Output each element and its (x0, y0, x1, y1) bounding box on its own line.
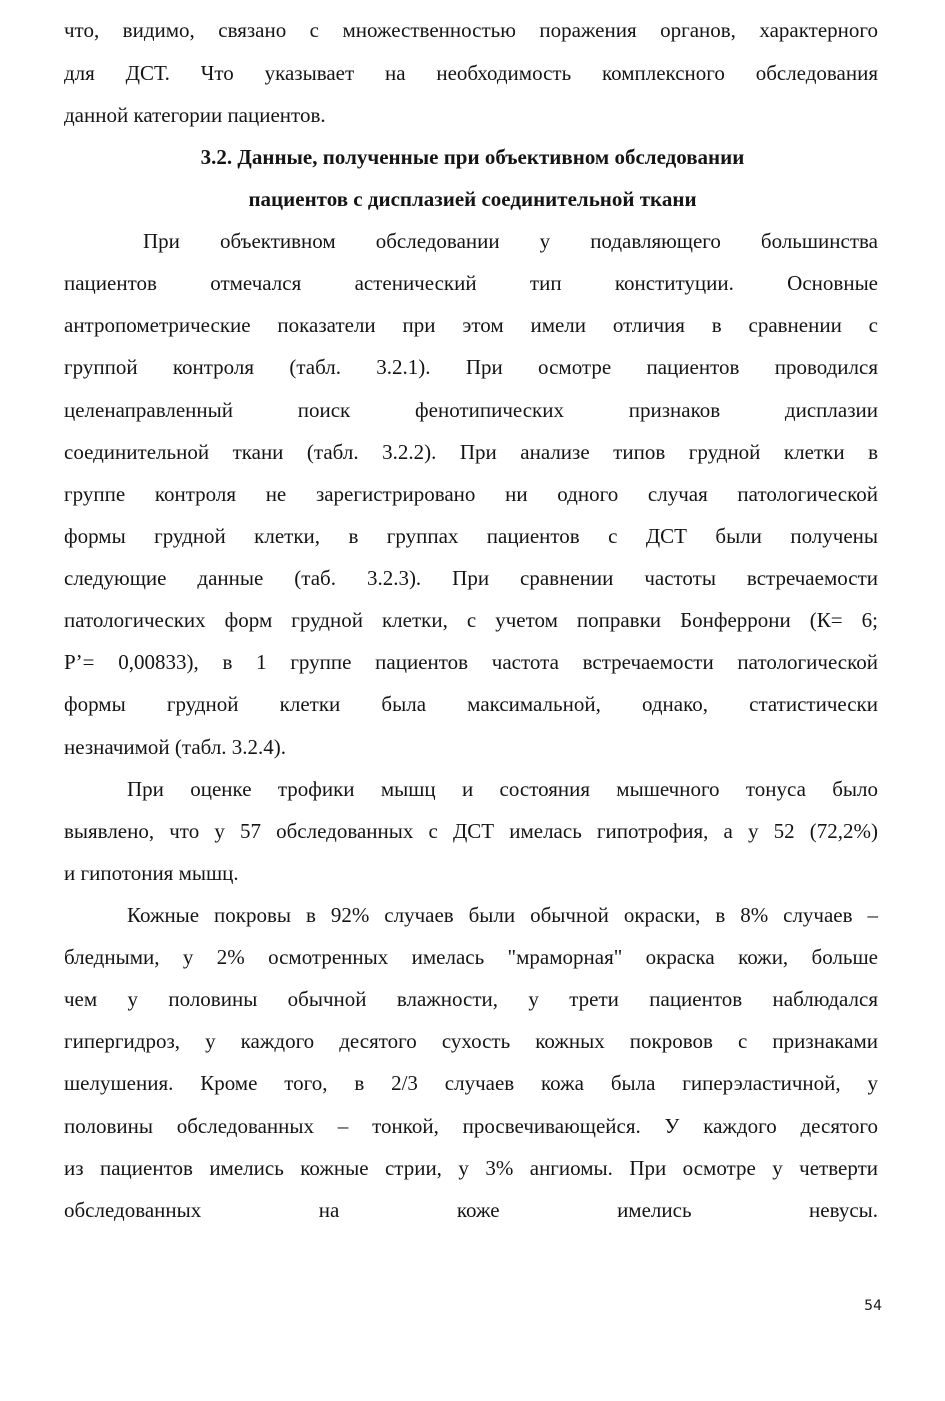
paragraph-line: для ДСТ. Что указывает на необходимость комплексного обследования (64, 61, 878, 85)
paragraph-line: данной категории пациентов. (64, 103, 326, 127)
paragraph-line: шелушения. Кроме того, в 2/3 случаев кожа была гиперэластичной, у (64, 1071, 878, 1095)
paragraph-line: формы грудной клетки была максимальной, однако, статистически (64, 692, 878, 716)
paragraph-line: чем у половины обычной влажности, у трети пациентов наблюдался (64, 987, 878, 1011)
paragraph-line: При оценке трофики мышц и состояния мышечного тонуса было (127, 777, 878, 801)
paragraph-line: обследованных на коже имелись невусы. (64, 1198, 878, 1222)
paragraph-line: Кожные покровы в 92% случаев были обычной окраски, в 8% случаев – (127, 903, 878, 927)
paragraph-line: антропометрические показатели при этом имели отличия в сравнении с (64, 313, 878, 337)
paragraph-line: выявлено, что у 57 обследованных с ДСТ имелась гипотрофия, а у 52 (72,2%) (64, 819, 878, 843)
paragraph-line: группе контроля не зарегистрировано ни одного случая патологической (64, 482, 878, 506)
paragraph-line: формы грудной клетки, в группах пациентов с ДСТ были получены (64, 524, 878, 548)
paragraph-line: Р’= 0,00833), в 1 группе пациентов частота встречаемости патологической (64, 650, 878, 674)
paragraph-line: следующие данные (таб. 3.2.3). При сравнении частоты встречаемости (64, 566, 878, 590)
paragraph-line: половины обследованных – тонкой, просвечивающейся. У каждого десятого (64, 1114, 878, 1138)
page-number: 54 (864, 1298, 882, 1314)
section-heading: 3.2. Данные, полученные при объективном обследовании (200, 145, 745, 169)
paragraph-line: гипергидроз, у каждого десятого сухость кожных покровов с признаками (64, 1029, 878, 1053)
paragraph-line: целенаправленный поиск фенотипических признаков дисплазии (64, 398, 878, 422)
paragraph-line: При объективном обследовании у подавляющего большинства (143, 229, 878, 253)
paragraph-line: и гипотония мышц. (64, 861, 239, 885)
paragraph-line: патологических форм грудной клетки, с учетом поправки Бонферрони (К= 6; (64, 608, 878, 632)
paragraph-line: соединительной ткани (табл. 3.2.2). При анализе типов грудной клетки в (64, 440, 878, 464)
section-heading: пациентов с дисплазией соединительной ткани (248, 187, 697, 211)
paragraph-line: из пациентов имелись кожные стрии, у 3% ангиомы. При осмотре у четверти (64, 1156, 878, 1180)
paragraph-line: что, видимо, связано с множественностью поражения органов, характерного (64, 18, 878, 42)
paragraph-line: незначимой (табл. 3.2.4). (64, 735, 287, 759)
paragraph-line: группой контроля (табл. 3.2.1). При осмотре пациентов проводился (64, 355, 878, 379)
paragraph-line: пациентов отмечался астенический тип конституции. Основные (64, 271, 878, 295)
paragraph-line: бледными, у 2% осмотренных имелась "мраморная" окраска кожи, больше (64, 945, 878, 969)
